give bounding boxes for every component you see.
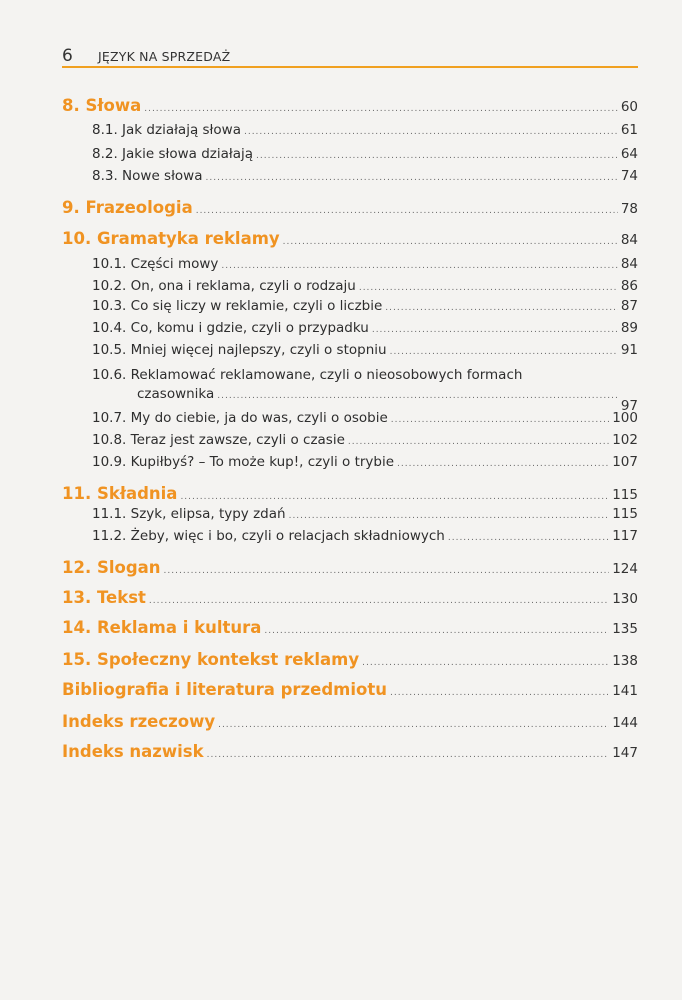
dot-leader xyxy=(289,511,610,521)
dot-leader xyxy=(207,750,610,760)
toc-chapter-entry xyxy=(62,558,638,577)
toc-entry-title: 11.1. Szyk, elipsa, typy zdań xyxy=(92,506,286,522)
toc-subsection-entry xyxy=(92,146,638,162)
toc-entry-page-number: 78 xyxy=(620,201,638,217)
toc-entry-title: 10.6. Reklamować reklamowane, czyli o nieosobowych formach xyxy=(92,367,523,383)
toc-entry-title: 8.2. Jakie słowa działają xyxy=(92,146,254,162)
toc-subsection-entry xyxy=(92,168,638,184)
toc-entry-page-number: 84 xyxy=(620,232,638,248)
toc-chapter-entry xyxy=(62,229,638,248)
dot-leader xyxy=(164,566,610,576)
toc-entry-page-number: 115 xyxy=(612,506,638,522)
dot-leader xyxy=(283,237,618,247)
toc-entry-page-number: 97 xyxy=(620,398,638,414)
toc-entry-page-number: 115 xyxy=(612,487,638,503)
toc-entry-title: 8.3. Nowe słowa xyxy=(92,168,203,184)
dot-leader xyxy=(362,658,609,668)
dot-leader xyxy=(372,325,618,335)
toc-entry-title-continuation: czasownika xyxy=(137,386,215,402)
toc-entry-title: 8. Słowa xyxy=(62,96,142,115)
toc-subsection-entry xyxy=(92,528,638,544)
toc-entry-title: Indeks rzeczowy xyxy=(62,712,216,731)
toc-entry-title: 10.8. Teraz jest zawsze, czyli o czasie xyxy=(92,432,345,448)
toc-entry-page-number: 147 xyxy=(612,745,638,761)
toc-entry-title: 13. Tekst xyxy=(62,588,146,607)
toc-chapter-entry xyxy=(62,712,638,731)
toc-subsection-entry xyxy=(92,506,638,522)
toc-entry-title: 10.7. My do ciebie, ja do was, czyli o osobie xyxy=(92,410,388,426)
toc-entry-page-number: 74 xyxy=(620,168,638,184)
running-title: JĘZYK NA SPRZEDAŻ xyxy=(98,49,231,64)
header-rule xyxy=(62,66,638,68)
toc-entry-page-number: 86 xyxy=(620,278,638,294)
toc-entry-title: 11. Składnia xyxy=(62,484,178,503)
toc-entry-title: 14. Reklama i kultura xyxy=(62,618,262,637)
dot-leader xyxy=(144,104,618,114)
toc-entry-page-number: 138 xyxy=(612,653,638,669)
dot-leader xyxy=(397,459,609,469)
toc-entry-page-number: 84 xyxy=(620,256,638,272)
toc-subsection-entry xyxy=(92,298,638,314)
toc-entry-title: 10.5. Mniej więcej najlepszy, czyli o stopniu xyxy=(92,342,387,358)
dot-leader xyxy=(256,151,618,161)
toc-subsection-entry xyxy=(92,278,638,294)
toc-subsection-entry xyxy=(92,342,638,358)
toc-entry-page-number: 64 xyxy=(620,146,638,162)
toc-entry-title: 12. Slogan xyxy=(62,558,161,577)
toc-entry-page-number: 135 xyxy=(612,621,638,637)
toc-entry-page-number: 130 xyxy=(612,591,638,607)
toc-entry-title: 10.9. Kupiłbyś? – To może kup!, czyli o trybie xyxy=(92,454,395,470)
toc-entry-title: 8.1. Jak działają słowa xyxy=(92,122,241,138)
toc-subsection-entry xyxy=(92,364,638,383)
dot-leader xyxy=(218,720,609,730)
dot-leader xyxy=(244,127,618,137)
dot-leader xyxy=(180,492,609,502)
toc-entry-page-number: 60 xyxy=(620,99,638,115)
toc-chapter-entry xyxy=(62,742,638,761)
toc-entry-page-number: 144 xyxy=(612,715,638,731)
dot-leader xyxy=(448,533,609,543)
toc-chapter-entry xyxy=(62,96,638,115)
toc-entry-page-number: 61 xyxy=(620,122,638,138)
page-header xyxy=(62,46,638,66)
toc-subsection-entry xyxy=(92,320,638,336)
toc-chapter-entry xyxy=(62,680,638,699)
toc-entry-page-number: 107 xyxy=(612,454,638,470)
toc-entry-page-number: 102 xyxy=(612,432,638,448)
toc-chapter-entry xyxy=(62,198,638,217)
toc-entry-title: 15. Społeczny kontekst reklamy xyxy=(62,650,360,669)
toc-entry-page-number: 100 xyxy=(612,410,638,426)
toc-entry-title: 9. Frazeologia xyxy=(62,198,193,217)
toc-chapter-entry xyxy=(62,484,638,503)
toc-entry-title: 10.3. Co się liczy w reklamie, czyli o liczbie xyxy=(92,298,383,314)
dot-leader xyxy=(149,596,609,606)
dot-leader xyxy=(264,626,609,636)
dot-leader xyxy=(385,303,618,313)
toc-entry-title: 10.1. Części mowy xyxy=(92,256,219,272)
toc-chapter-entry xyxy=(62,588,638,607)
toc-subsection-entry xyxy=(92,122,638,138)
toc-entry-title: 11.2. Żeby, więc i bo, czyli o relacjach składniowych xyxy=(92,528,445,544)
dot-leader xyxy=(348,437,609,447)
page-number: 6 xyxy=(62,46,73,66)
toc-entry-page-number: 91 xyxy=(620,342,638,358)
toc-chapter-entry xyxy=(62,618,638,637)
dot-leader xyxy=(206,173,618,183)
toc-entry-title: Bibliografia i literatura przedmiotu xyxy=(62,680,387,699)
toc-entry-page-number: 141 xyxy=(612,683,638,699)
dot-leader xyxy=(359,283,618,293)
dot-leader xyxy=(217,391,618,401)
dot-leader xyxy=(390,347,618,357)
dot-leader xyxy=(221,261,617,271)
toc-subsection-entry xyxy=(92,432,638,448)
toc-chapter-entry xyxy=(62,650,638,669)
toc-entry-title: 10. Gramatyka reklamy xyxy=(62,229,280,248)
toc-subsection-entry xyxy=(92,410,638,426)
toc-entry-title: Indeks nazwisk xyxy=(62,742,204,761)
toc-entry-page-number: 87 xyxy=(620,298,638,314)
dot-leader xyxy=(196,206,618,216)
toc-subsection-entry xyxy=(92,454,638,470)
toc-entry-page-number: 124 xyxy=(612,561,638,577)
toc-entry-title: 10.2. On, ona i reklama, czyli o rodzaju xyxy=(92,278,356,294)
dot-leader xyxy=(391,415,609,425)
toc-entry-page-number: 89 xyxy=(620,320,638,336)
toc-entry-page-number: 117 xyxy=(612,528,638,544)
toc-entry-title: 10.4. Co, komu i gdzie, czyli o przypadku xyxy=(92,320,369,336)
toc-subsection-entry xyxy=(92,256,638,272)
toc-subsection-continuation xyxy=(137,386,638,414)
dot-leader xyxy=(390,688,609,698)
